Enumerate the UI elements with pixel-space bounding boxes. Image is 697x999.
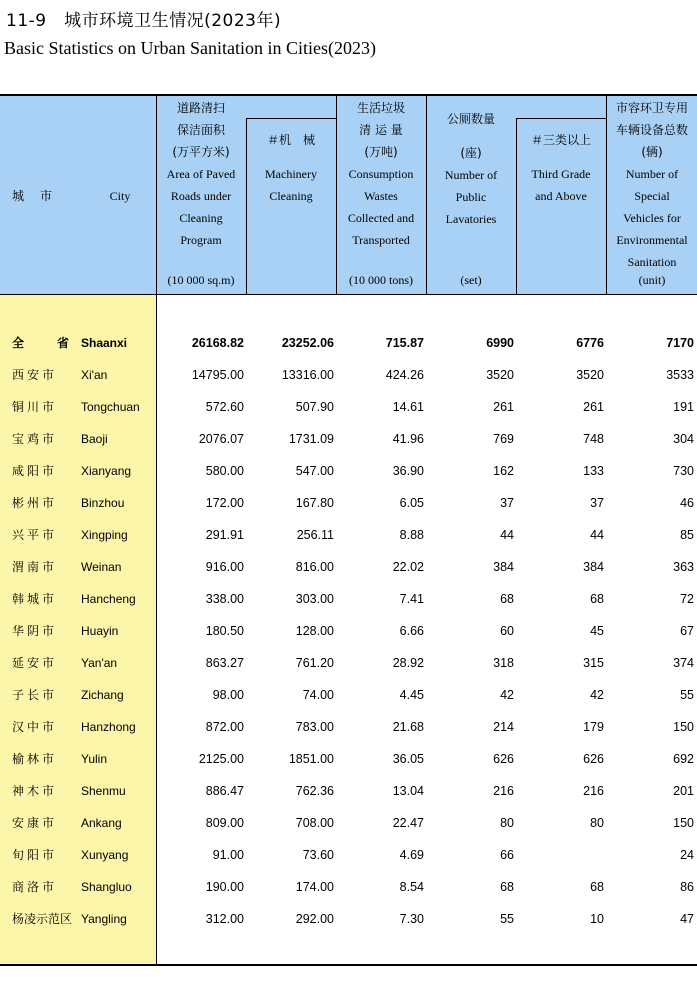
row-city-cn: 神木市 <box>12 784 58 798</box>
table-row <box>0 711 697 743</box>
table-row <box>0 839 697 871</box>
row-city-en: Xunyang <box>81 848 129 862</box>
row-value-col6: 304 <box>673 432 694 446</box>
row-value-col6: 150 <box>673 816 694 830</box>
row-city-cn: 宝鸡市 <box>12 432 58 446</box>
row-value-col1: 2125.00 <box>198 752 244 766</box>
row-value-col4: 37 <box>500 496 514 510</box>
row-value-col1: 91.00 <box>212 848 244 862</box>
row-city-en: Xianyang <box>81 464 132 478</box>
row-value-col5: 37 <box>590 496 604 510</box>
row-value-col4: 318 <box>493 656 514 670</box>
row-value-col1: 886.47 <box>205 784 244 798</box>
row-city-cn: 汉中市 <box>12 720 58 734</box>
row-value-col6: 363 <box>673 560 694 574</box>
table-row <box>0 583 697 615</box>
row-value-col6: 150 <box>673 720 694 734</box>
page-title-english: Basic Statistics on Urban Sanitation in Cities(2023) <box>4 38 376 58</box>
row-city-cn: 华阴市 <box>12 624 58 638</box>
row-value-col5: 10 <box>590 912 604 926</box>
header-col4-unit: (set) <box>460 273 482 287</box>
row-city-cn: 韩城市 <box>12 592 58 606</box>
table-row <box>0 551 697 583</box>
row-city-cn: 延安市 <box>12 656 58 670</box>
row-value-col5: 6776 <box>576 336 604 350</box>
row-value-col6: 55 <box>680 688 694 702</box>
row-value-col4: 66 <box>500 848 514 862</box>
table-row <box>0 647 697 679</box>
row-city-cn: 杨凌示范区 <box>12 912 73 926</box>
row-city-cn: 全 省 <box>12 336 73 350</box>
row-value-col6: 730 <box>673 464 694 478</box>
row-city-en: Hancheng <box>81 592 136 606</box>
row-value-col4: 769 <box>493 432 514 446</box>
row-value-col3: 36.90 <box>392 464 424 478</box>
header-col3: 生活垃圾 清 运 量 (万吨) Consumption Wastes Collected and Transported <box>347 101 415 247</box>
row-value-col5: 3520 <box>576 368 604 382</box>
row-value-col4: 216 <box>493 784 514 798</box>
row-city-en: Yangling <box>81 912 127 926</box>
row-value-col6: 67 <box>680 624 694 638</box>
row-value-col4: 261 <box>493 400 514 414</box>
row-value-col3: 28.92 <box>392 656 424 670</box>
row-value-col1: 98.00 <box>212 688 244 702</box>
header-col6-unit: (unit) <box>638 273 666 287</box>
row-value-col6: 3533 <box>666 368 694 382</box>
row-value-col5: 315 <box>583 656 604 670</box>
row-value-col3: 14.61 <box>392 400 424 414</box>
subheader-line-col5 <box>516 118 606 119</box>
row-value-col2: 1851.00 <box>288 752 334 766</box>
header-bottom-rule <box>0 294 697 295</box>
row-value-col2: 256.11 <box>296 528 334 542</box>
row-value-col3: 22.02 <box>392 560 424 574</box>
row-value-col6: 374 <box>673 656 694 670</box>
row-value-col4: 162 <box>493 464 514 478</box>
row-value-col2: 73.60 <box>302 848 334 862</box>
row-value-col5: 216 <box>583 784 604 798</box>
row-value-col3: 6.66 <box>399 624 424 638</box>
row-city-en: Shangluo <box>81 880 132 894</box>
row-value-col4: 60 <box>500 624 514 638</box>
row-city-en: Xi'an <box>81 368 108 382</box>
table-top-rule <box>0 94 697 96</box>
header-col2: ＃机 械 Machinery Cleaning <box>265 133 317 203</box>
row-value-col3: 21.68 <box>392 720 424 734</box>
divider-col4-col5 <box>516 118 517 295</box>
row-value-col3: 8.54 <box>399 880 424 894</box>
row-value-col2: 783.00 <box>295 720 334 734</box>
subheader-line-col2 <box>246 118 336 119</box>
row-city-cn: 兴平市 <box>12 528 58 542</box>
row-value-col2: 303.00 <box>295 592 334 606</box>
row-value-col4: 80 <box>500 816 514 830</box>
row-value-col3: 8.88 <box>399 528 424 542</box>
row-city-en: Binzhou <box>81 496 125 510</box>
row-city-en: Weinan <box>81 560 122 574</box>
row-city-en: Tongchuan <box>81 400 140 414</box>
row-city-en: Huayin <box>81 624 119 638</box>
row-city-cn: 子长市 <box>12 688 58 702</box>
row-value-col3: 7.30 <box>399 912 424 926</box>
divider-col5-col6 <box>606 96 607 295</box>
row-value-col4: 626 <box>493 752 514 766</box>
row-city-en: Yulin <box>81 752 108 766</box>
row-city-en: Xingping <box>81 528 128 542</box>
row-value-col6: 24 <box>680 848 694 862</box>
row-city-en: Ankang <box>81 816 122 830</box>
divider-col1-col2 <box>246 118 247 295</box>
row-value-col5: 748 <box>583 432 604 446</box>
divider-col3-col4 <box>426 96 427 295</box>
row-value-col4: 55 <box>500 912 514 926</box>
row-city-en: Hanzhong <box>81 720 136 734</box>
table-row <box>0 775 697 807</box>
row-value-col6: 692 <box>673 752 694 766</box>
header-col1: 道路清扫 保洁面积 (万平方米) Area of Paved Roads under Cleaning Program <box>166 101 236 247</box>
row-city-en: Shenmu <box>81 784 126 798</box>
row-value-col5: 45 <box>590 624 604 638</box>
row-value-col3: 22.47 <box>392 816 424 830</box>
row-value-col4: 214 <box>493 720 514 734</box>
row-value-col6: 191 <box>673 400 694 414</box>
row-value-col2: 708.00 <box>295 816 334 830</box>
row-value-col4: 44 <box>500 528 514 542</box>
row-value-col4: 6990 <box>486 336 514 350</box>
page-title-chinese: 11-9 城市环境卫生情况(2023年) <box>6 11 282 31</box>
row-value-col6: 47 <box>680 912 694 926</box>
row-value-col4: 68 <box>500 592 514 606</box>
row-city-cn: 商洛市 <box>12 880 58 894</box>
row-value-col3: 4.45 <box>399 688 424 702</box>
row-value-col3: 424.26 <box>385 368 424 382</box>
row-value-col2: 167.80 <box>295 496 334 510</box>
table-row <box>0 871 697 903</box>
row-city-en: Baoji <box>81 432 108 446</box>
row-value-col6: 201 <box>673 784 694 798</box>
table-row <box>0 327 697 359</box>
row-value-col5: 42 <box>590 688 604 702</box>
row-value-col5: 179 <box>583 720 604 734</box>
row-value-col2: 761.20 <box>295 656 334 670</box>
header-col5: ＃三类以上 Third Grade and Above <box>530 133 591 203</box>
row-value-col5: 68 <box>590 880 604 894</box>
row-value-col6: 85 <box>680 528 694 542</box>
row-value-col6: 46 <box>680 496 694 510</box>
row-value-col2: 23252.06 <box>281 336 334 350</box>
table-row <box>0 359 697 391</box>
table-row <box>0 743 697 775</box>
table-row <box>0 423 697 455</box>
row-value-col1: 172.00 <box>205 496 244 510</box>
row-value-col1: 338.00 <box>205 592 244 606</box>
row-value-col5: 68 <box>590 592 604 606</box>
row-value-col1: 872.00 <box>205 720 244 734</box>
row-value-col1: 14795.00 <box>191 368 244 382</box>
row-value-col1: 190.00 <box>205 880 244 894</box>
table-row <box>0 391 697 423</box>
row-value-col1: 312.00 <box>205 912 244 926</box>
row-city-en: Zichang <box>81 688 124 702</box>
table-row <box>0 807 697 839</box>
row-city-cn: 榆林市 <box>12 752 58 766</box>
table-bottom-rule <box>0 964 697 966</box>
row-value-col3: 13.04 <box>392 784 424 798</box>
row-value-col6: 86 <box>680 880 694 894</box>
row-value-col5: 626 <box>583 752 604 766</box>
row-value-col4: 68 <box>500 880 514 894</box>
row-value-col2: 74.00 <box>302 688 334 702</box>
row-value-col5: 133 <box>583 464 604 478</box>
row-value-col4: 42 <box>500 688 514 702</box>
row-value-col4: 384 <box>493 560 514 574</box>
row-city-cn: 彬州市 <box>12 496 58 510</box>
row-value-col2: 762.36 <box>295 784 334 798</box>
row-value-col1: 180.50 <box>205 624 244 638</box>
row-value-col3: 7.41 <box>399 592 424 606</box>
row-value-col2: 1731.09 <box>288 432 334 446</box>
row-value-col2: 13316.00 <box>281 368 334 382</box>
table-row <box>0 487 697 519</box>
row-value-col5: 261 <box>583 400 604 414</box>
row-value-col1: 572.60 <box>205 400 244 414</box>
header-col6: 市容环卫专用 车辆设备总数 (辆) Number of Special Vehicles for Environmental Sanitation <box>615 101 688 269</box>
header-city-cn: 城 市 <box>12 189 55 203</box>
row-value-col3: 41.96 <box>392 432 424 446</box>
table-row <box>0 903 697 935</box>
row-city-cn: 咸阳市 <box>12 464 58 478</box>
row-value-col5: 44 <box>590 528 604 542</box>
row-value-col2: 816.00 <box>295 560 334 574</box>
row-value-col1: 26168.82 <box>191 336 244 350</box>
header-col1-unit: (10 000 sq.m) <box>167 273 235 287</box>
table-row <box>0 455 697 487</box>
header-city-en: City <box>109 189 131 203</box>
row-value-col3: 715.87 <box>385 336 424 350</box>
table-row <box>0 615 697 647</box>
header-col3-unit: (10 000 tons) <box>349 273 413 287</box>
row-value-col4: 3520 <box>486 368 514 382</box>
row-city-en: Shaanxi <box>81 336 128 350</box>
row-value-col6: 72 <box>680 592 694 606</box>
row-value-col1: 916.00 <box>205 560 244 574</box>
row-value-col2: 292.00 <box>295 912 334 926</box>
header-col4: 公厕数量 (座) Number of Public Lavatories <box>444 112 498 226</box>
row-value-col5: 80 <box>590 816 604 830</box>
row-value-col3: 6.05 <box>399 496 424 510</box>
row-city-cn: 旬阳市 <box>12 848 58 862</box>
table-row <box>0 519 697 551</box>
row-value-col2: 128.00 <box>295 624 334 638</box>
row-value-col1: 291.91 <box>205 528 244 542</box>
row-city-en: Yan'an <box>81 656 118 670</box>
row-city-cn: 西安市 <box>12 368 58 382</box>
row-city-cn: 安康市 <box>12 816 58 830</box>
row-value-col1: 863.27 <box>205 656 244 670</box>
row-city-cn: 铜川市 <box>12 400 58 414</box>
table-row <box>0 679 697 711</box>
row-value-col2: 507.90 <box>295 400 334 414</box>
row-value-col3: 4.69 <box>399 848 424 862</box>
row-value-col2: 174.00 <box>295 880 334 894</box>
row-value-col6: 7170 <box>666 336 694 350</box>
row-value-col1: 2076.07 <box>198 432 244 446</box>
divider-col2-col3 <box>336 96 337 295</box>
row-value-col3: 36.05 <box>392 752 424 766</box>
row-value-col5: 384 <box>583 560 604 574</box>
row-value-col1: 809.00 <box>205 816 244 830</box>
row-value-col1: 580.00 <box>205 464 244 478</box>
row-value-col2: 547.00 <box>295 464 334 478</box>
row-city-cn: 渭南市 <box>12 560 58 574</box>
